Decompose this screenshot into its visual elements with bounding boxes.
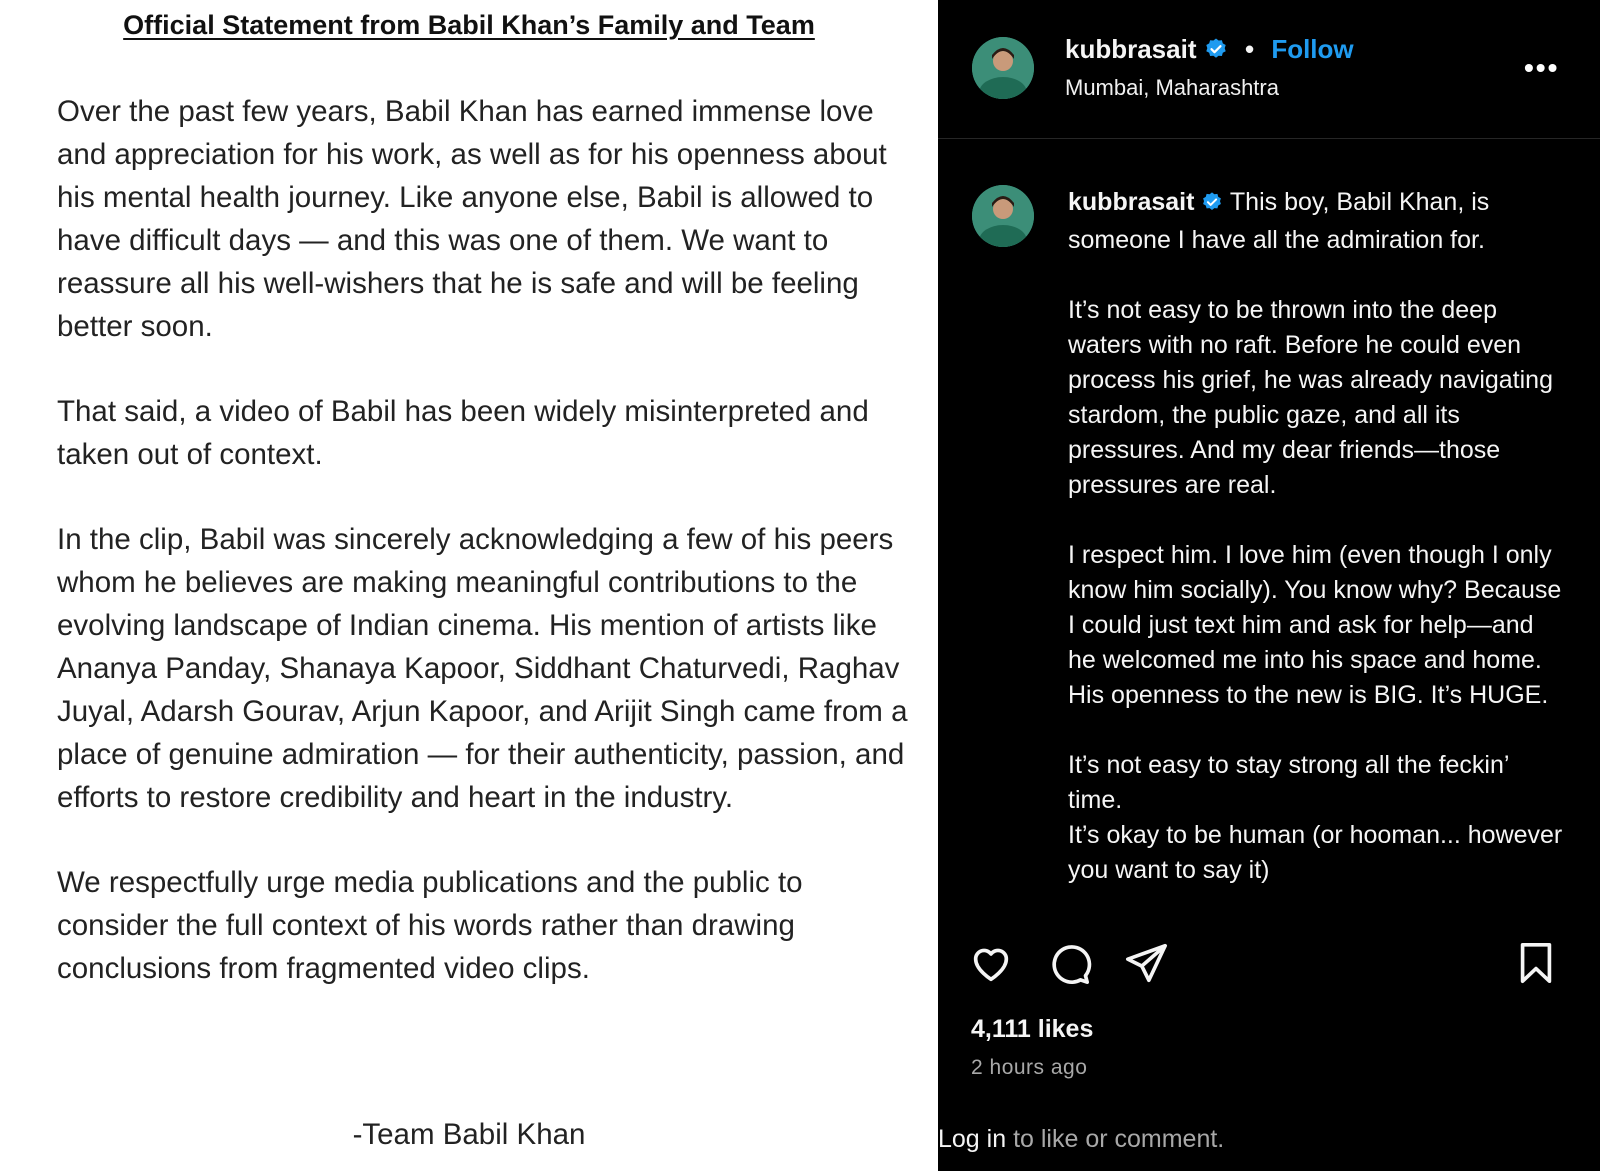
caption-text: This boy, Babil Khan, is someone I have all the admiration for. xyxy=(1068,188,1490,254)
avatar-image xyxy=(972,37,1034,99)
post-header xyxy=(938,0,1600,139)
share-icon[interactable] xyxy=(1123,940,1169,991)
verified-badge-icon xyxy=(1201,188,1223,223)
likes-count[interactable]: 4,111 likes xyxy=(971,1015,1094,1043)
statement-paragraph: That said, a video of Babil has been widely misinterpreted and taken out of context. xyxy=(57,395,869,471)
statement-paragraph: Over the past few years, Babil Khan has earned immense love and appreciation for his work, as well as for his openness about his mental health journey. Like anyone else, Babil is allowed to have difficult days — and this was one of them. We want to reassure all his well-wishers that he is safe and will be feeling better soon. xyxy=(57,95,887,343)
caption-paragraph: It’s not easy to be thrown into the deep waters with no raft. Before he could even process his grief, he was already navigating stardom, the public gaze, and all its pressures. And my dear friends—those pressures are real. xyxy=(1068,296,1553,499)
header-username[interactable]: kubbrasait xyxy=(1065,34,1197,64)
login-prompt-text: to like or comment. xyxy=(1006,1125,1225,1153)
action-bar xyxy=(968,940,1568,985)
login-link[interactable]: Log in xyxy=(938,1125,1007,1153)
avatar[interactable] xyxy=(972,37,1034,99)
separator-dot: • xyxy=(1244,34,1255,64)
header-line xyxy=(1065,34,1354,68)
post-caption xyxy=(1068,185,1568,905)
caption-paragraph xyxy=(1068,185,1568,258)
login-prompt xyxy=(938,1125,1224,1154)
post-location[interactable]: Mumbai, Maharashtra xyxy=(1065,75,1279,100)
post-timestamp[interactable]: 2 hours ago xyxy=(971,1056,1088,1079)
statement-body xyxy=(57,90,917,1032)
statement-signature: -Team Babil Khan xyxy=(352,1118,586,1151)
caption-avatar[interactable] xyxy=(972,185,1034,247)
caption-paragraph: It’s not easy to stay strong all the feckin’ time. xyxy=(1068,751,1509,814)
caption-paragraph: I respect him. I love him (even though I only know him socially). You know why? Because I could just text him and ask for help—and he welcomed me into his space and home. His openness to the new is BIG. It’s HUGE. xyxy=(1068,541,1562,709)
verified-badge-icon xyxy=(1204,37,1228,68)
more-options-icon[interactable]: ••• xyxy=(1524,52,1560,83)
caption-username[interactable]: kubbrasait xyxy=(1068,188,1195,216)
follow-button[interactable]: Follow xyxy=(1271,34,1354,64)
instagram-post-panel xyxy=(938,0,1600,1171)
avatar-image xyxy=(972,185,1034,247)
bookmark-icon[interactable] xyxy=(1513,940,1559,991)
caption-paragraph: It’s okay to be human (or hooman... however you want to say it) xyxy=(1068,821,1563,884)
statement-paragraph: In the clip, Babil was sincerely acknowledging a few of his peers whom he believes are making meaningful contributions to the evolving landscape of Indian cinema. His mention of artists like Ananya Panday, Shanaya Kapoor, Siddhant Chaturvedi, Raghav Juyal, Adarsh Gourav, Arjun Kapoor, and Arijit Singh came from a place of genuine admiration — for their authenticity, passion, and efforts to restore credibility and heart in the industry. xyxy=(57,523,908,814)
statement-paragraph: We respectfully urge media publications and the public to consider the full context of his words rather than drawing conclusions from fragmented video clips. xyxy=(57,866,803,985)
comment-icon[interactable] xyxy=(1046,940,1092,991)
statement-title: Official Statement from Babil Khan’s Family and Team xyxy=(123,10,815,40)
heart-icon[interactable] xyxy=(968,940,1014,991)
